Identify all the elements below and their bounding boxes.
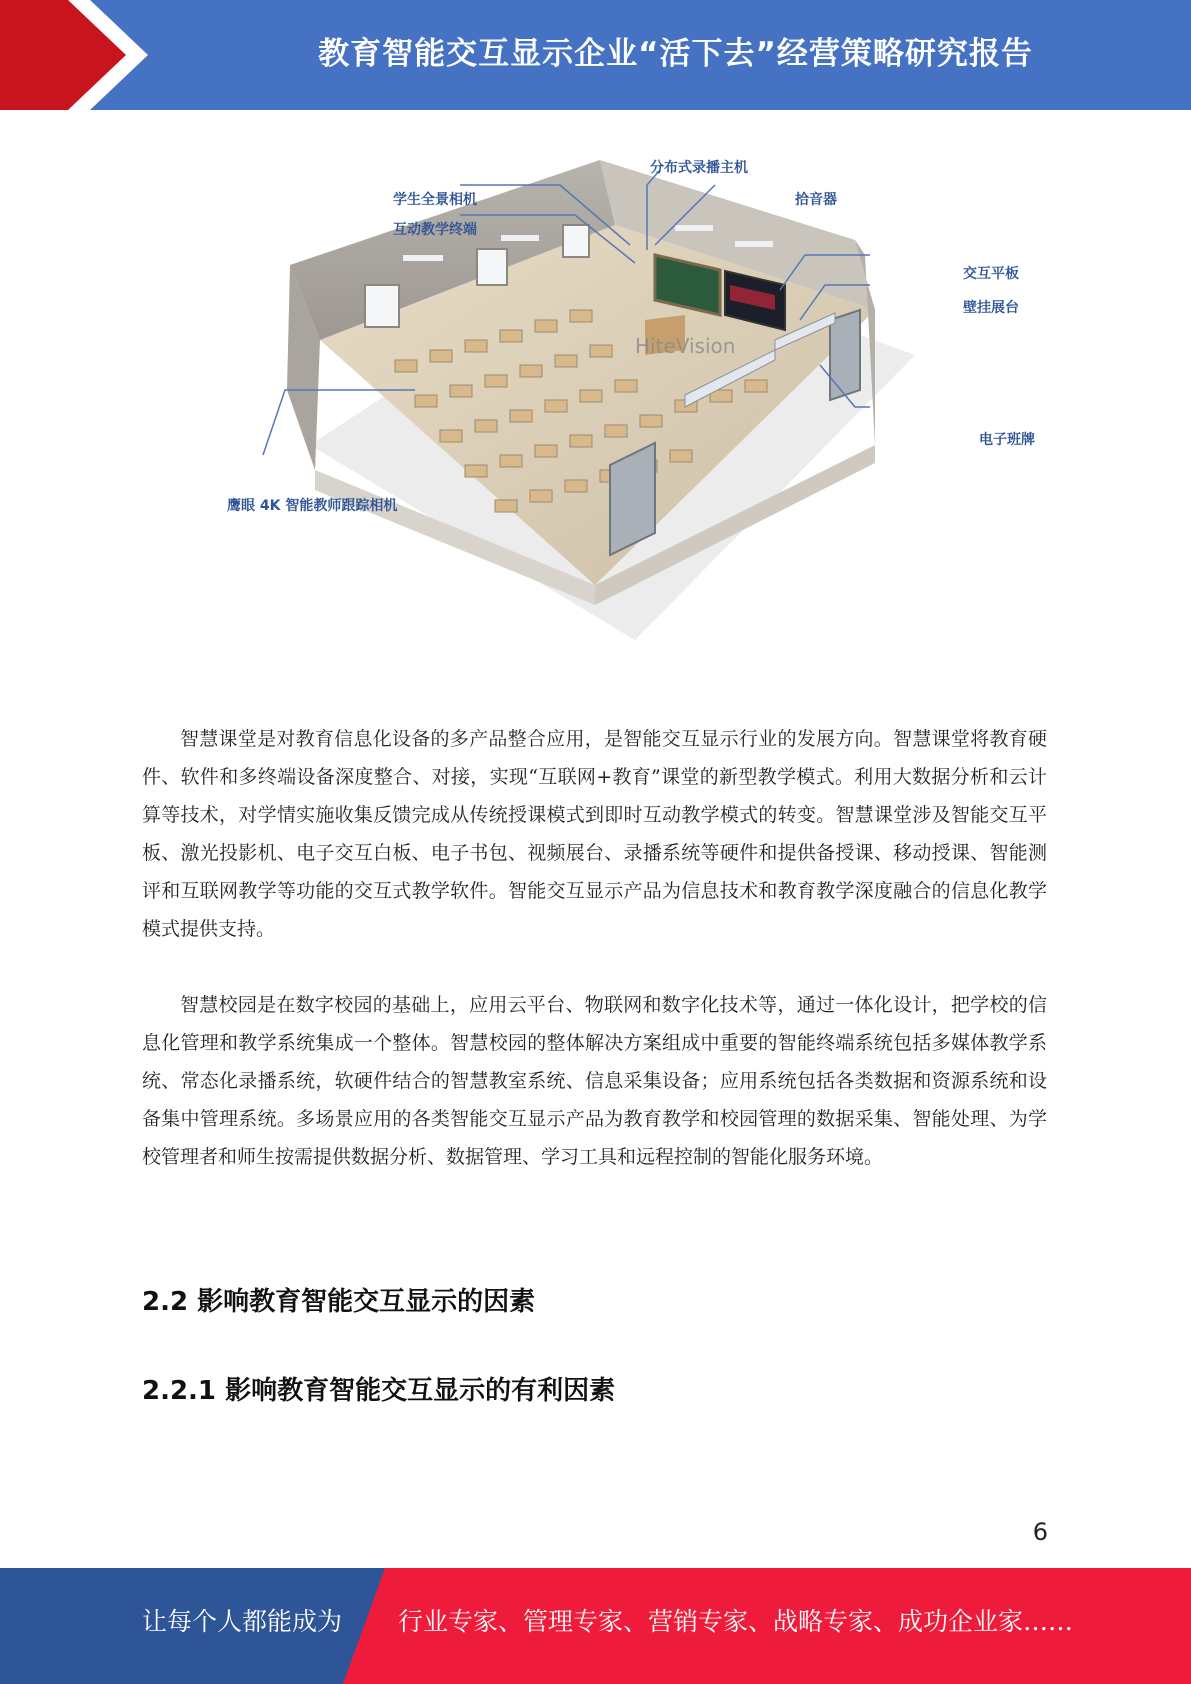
paragraph-smart-classroom: 智慧课堂是对教育信息化设备的多产品整合应用，是智能交互显示行业的发展方向。智慧课堂将教育硬件、软件和多终端设备深度整合、对接，实现“互联网+教育”课堂的新型教学模式。利用大数据分析和云计算等技术，对学情实施收集反馈完成从传统授课模式到即时互动教学模式的转变。智慧课堂涉及智能交互平板、激光投影机、电子交互白板、电子书包、视频展台、录播系统等硬件和提供备授课、移动授课、智能测评和互联网教学等功能的交互式教学软件。智能交互显示产品为信息技术和教育教学深度融合的信息化教学模式提供支持。	[142, 728, 1047, 940]
page-number: 6	[1032, 1518, 1048, 1546]
watermark-text: HiteVision	[635, 334, 736, 358]
label-recorder-host: 分布式录播主机	[650, 160, 748, 176]
classroom-3d-drawing	[215, 145, 1055, 645]
label-interactive-panel: 交互平板	[963, 266, 1019, 282]
label-student-camera: 学生全景相机	[393, 192, 477, 208]
subsection-heading: 2.2.1 影响教育智能交互显示的有利因素	[142, 1376, 616, 1406]
label-wall-stand: 壁挂展台	[963, 300, 1019, 316]
footer-slogan-left: 让每个人都能成为	[142, 1607, 343, 1636]
section-heading: 2.2 影响教育智能交互显示的因素	[142, 1287, 536, 1317]
label-teacher-camera: 鹰眼 4K 智能教师跟踪相机	[227, 498, 398, 514]
label-interactive-terminal: 互动教学终端	[393, 222, 477, 238]
label-pickup: 拾音器	[795, 192, 837, 208]
page-header	[0, 0, 1191, 110]
page-footer	[0, 1568, 1191, 1684]
report-title: 教育智能交互显示企业“活下去”经营策略研究报告	[318, 35, 1033, 72]
paragraph-smart-campus: 智慧校园是在数字校园的基础上，应用云平台、物联网和数字化技术等，通过一体化设计，把学校的信息化管理和教学系统集成一个整体。智慧校园的整体解决方案组成中重要的智能终端系统包括多媒体教学系统、常态化录播系统，软硬件结合的智慧教室系统、信息采集设备；应用系统包括各类数据和资源系统和设备集中管理系统。多场景应用的各类智能交互显示产品为教育教学和校园管理的数据采集、智能处理、为学校管理者和师生按需提供数据分析、数据管理、学习工具和远程控制的智能化服务环境。	[142, 994, 1047, 1168]
label-class-sign: 电子班牌	[979, 432, 1035, 448]
header-chevron-icon	[0, 0, 150, 110]
classroom-illustration	[215, 145, 1055, 645]
footer-slogan-right: 行业专家、管理专家、营销专家、战略专家、成功企业家……	[398, 1607, 1074, 1636]
